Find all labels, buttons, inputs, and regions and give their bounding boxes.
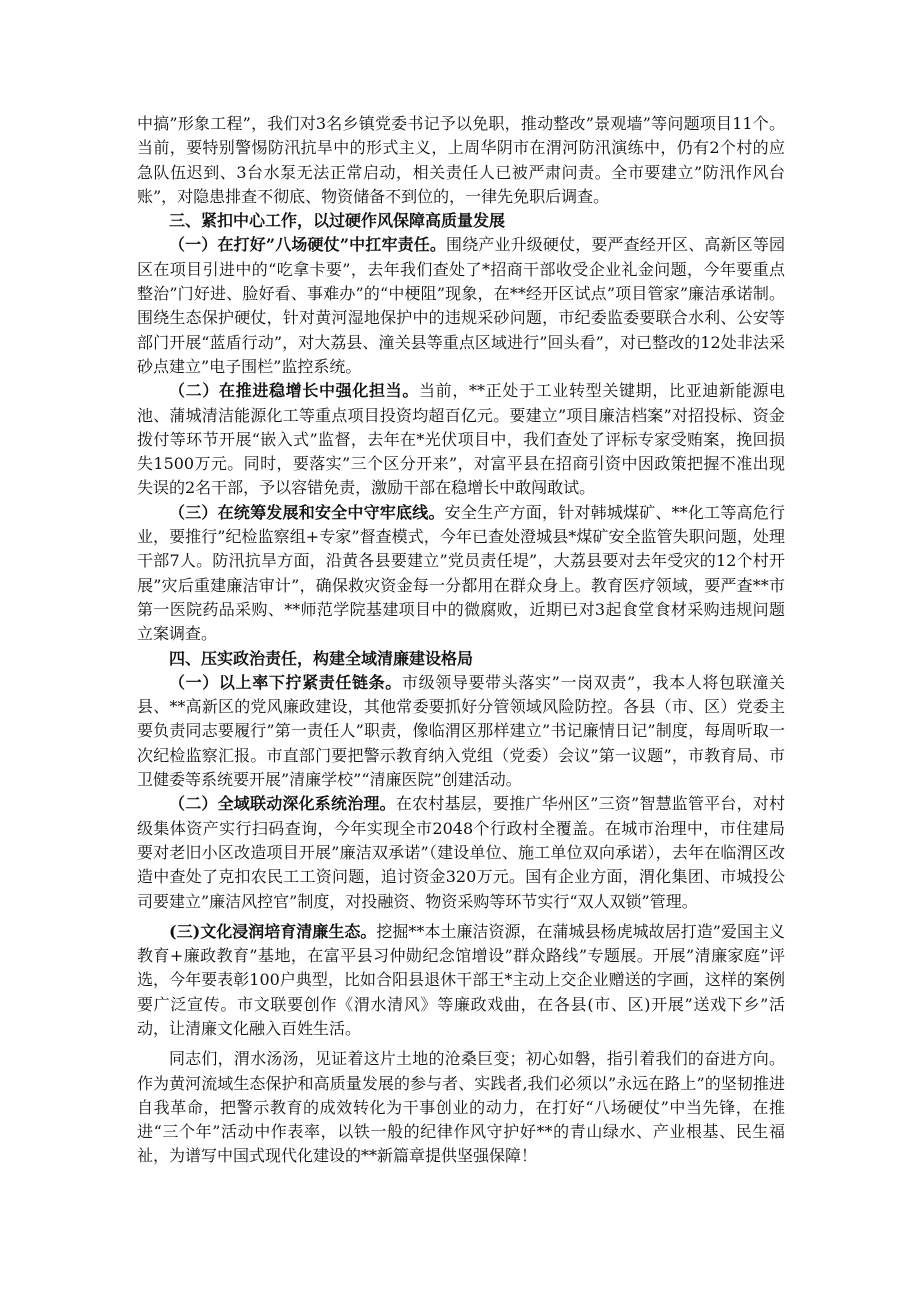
paragraph xyxy=(137,792,785,913)
section-heading-3: 三、紧扣中心工作，以过硬作风保障高质量发展 xyxy=(169,211,506,231)
paragraph-text: 市级领导要带头落实”一岗双责”，我本人将包联潼关县、**高新区的党风廉政建设，其他常委要抓好分管领域风险防控。各县（市、区）党委主要负责同志要履行”第一责任人”职责，像临渭区那样建立”书记廉情日记”制度，每周听取一次纪检监察汇报。市直部门要把警示教育纳入党组（党委）会议”第一议题”，市教育局、市卫健委等系统要开展”清廉学校”“清廉医院”创建活动。 xyxy=(137,672,785,790)
paragraph xyxy=(137,920,785,1041)
paragraph xyxy=(137,233,785,379)
paragraph-lead: （一）在打好”八场硬仗”中扛牢责任。 xyxy=(169,235,447,255)
paragraph-lead: （一）以上率下拧紧责任链条。 xyxy=(169,672,402,692)
paragraph-continued xyxy=(137,112,785,209)
paragraph-text: 在农村基层，要推广华州区”三资”智慧监管平台，对村级集体资产实行扫码查询，今年实现全市2048个行政村全覆盖。在城市治理中，市住建局要对老旧小区改造项目开展”廉洁双承诺”（建设单位、施工单位双向承诺），去年在临渭区改造中查处了克扣农民工工资问题，追讨资金320万元。国有企业方面，渭化集团、市城投公司要建立”廉洁风控官”制度，对投融资、物资采购等环节实行“双人双锁”管理。 xyxy=(137,794,785,911)
paragraph-text: 围绕产业升级硬仗，要严查经开区、高新区等园区在项目引进中的“吃拿卡要”，去年我们查处了*招商干部收受企业礼金问题，今年要重点整治”门好进、脸好看、事难办”的“中梗阻”现象，在**经开区试点”项目管家”廉洁承诺制。围绕生态保护硬仗，针对黄河湿地保护中的违规采砂问题，市纪委监委要联合水利、公安等部门开展“蓝盾行动”，对大荔县、潼关县等重点区域进行”回头看”，对已整改的12处非法采砂点建立”电子围栏”监控系统。 xyxy=(137,235,785,376)
paragraph xyxy=(137,501,785,647)
paragraph xyxy=(137,379,785,500)
paragraph-lead: （二）全域联动深化系统治理。 xyxy=(169,794,396,814)
paragraph xyxy=(137,671,785,792)
paragraph-text: 安全生产方面，针对韩城煤矿、**化工等高危行业，要推行”纪检监察组+专家”督查模式，今年已查处澄城县*煤矿安全监管失职问题，处理干部7人。防汛抗旱方面，沿黄各县要建立”党员责任堤”，大荔县要对去年受灾的12个村开展”灾后重建廉洁审计”，确保救灾资金每一分都用在群众身上。教育医疗领域，要严查**市第一医院药品采购、**师范学院基建项目中的微腐败，近期已对3起食堂食材采购违规问题立案调查。 xyxy=(137,502,785,644)
paragraph-lead: （二）在推进稳增长中强化担当。 xyxy=(169,381,419,401)
closing-paragraph xyxy=(137,1047,785,1168)
document-body xyxy=(137,112,785,1169)
paragraph-text: 挖掘**本土廉洁资源，在蒲城县杨虎城故居打造”爱国主义教育+廉政教育”基地，在富平县习仲勋纪念馆增设”群众路线”专题展。开展”清廉家庭”评选，今年要表彰100户典型，比如合阳县退休干部王*主动上交企业赠送的字画，这样的案例要广泛宣传。市文联要创作《渭水清风》等廉政戏曲，在各县(市、区)开展”送戏下乡”活动，让清廉文化融入百姓生活。 xyxy=(137,921,785,1038)
paragraph-text: 中搞”形象工程”，我们对3名乡镇党委书记予以免职，推动整改”景观墙”等问题项目11个。当前，要特别警惕防汛抗旱中的形式主义，上周华阴市在渭河防汛演练中，仍有2个村的应急队伍迟到、3台水泵无法正常启动，相关责任人已被严肃问责。全市要建立”防汛作风台账”，对隐患排查不彻底、物资储备不到位的，一律先免职后调查。 xyxy=(137,114,785,206)
paragraph-lead: （三）在统筹发展和安全中守牢底线。 xyxy=(169,502,445,522)
paragraph-text: 同志们，渭水汤汤，见证着这片土地的沧桑巨变；初心如磐，指引着我们的奋进方向。作为黄河流域生态保护和高质量发展的参与者、实践者,我们必须以”永远在路上”的坚韧推进自我革命，把警示教育的成效转化为干事创业的动力，在打好“八场硬仗”中当先锋，在推进“三个年”活动中作表率，以铁一般的纪律作风守护好**的青山绿水、产业根基、民生福祉，为谱写中国式现代化建设的**新篇章提供坚强保障！ xyxy=(137,1049,785,1166)
paragraph-text: 当前，**正处于工业转型关键期，比亚迪新能源电池、蒲城清洁能源化工等重点项目投资均超百亿元。要建立”项目廉洁档案”对招投标、资金拨付等环节开展“嵌入式”监督，去年在*光伏项目中，我们查处了评标专家受贿案，挽回损失1500万元。同时，要落实”三个区分开来”，对富平县在招商引资中因政策把握不准出现失误的2名干部，予以容错免责，激励干部在稳增长中敢闯敢试。 xyxy=(137,381,785,498)
paragraph-lead: (三)文化浸润培育清廉生态。 xyxy=(169,921,377,941)
section-heading-4: 四、压实政治责任，构建全域清廉建设格局 xyxy=(169,648,474,668)
